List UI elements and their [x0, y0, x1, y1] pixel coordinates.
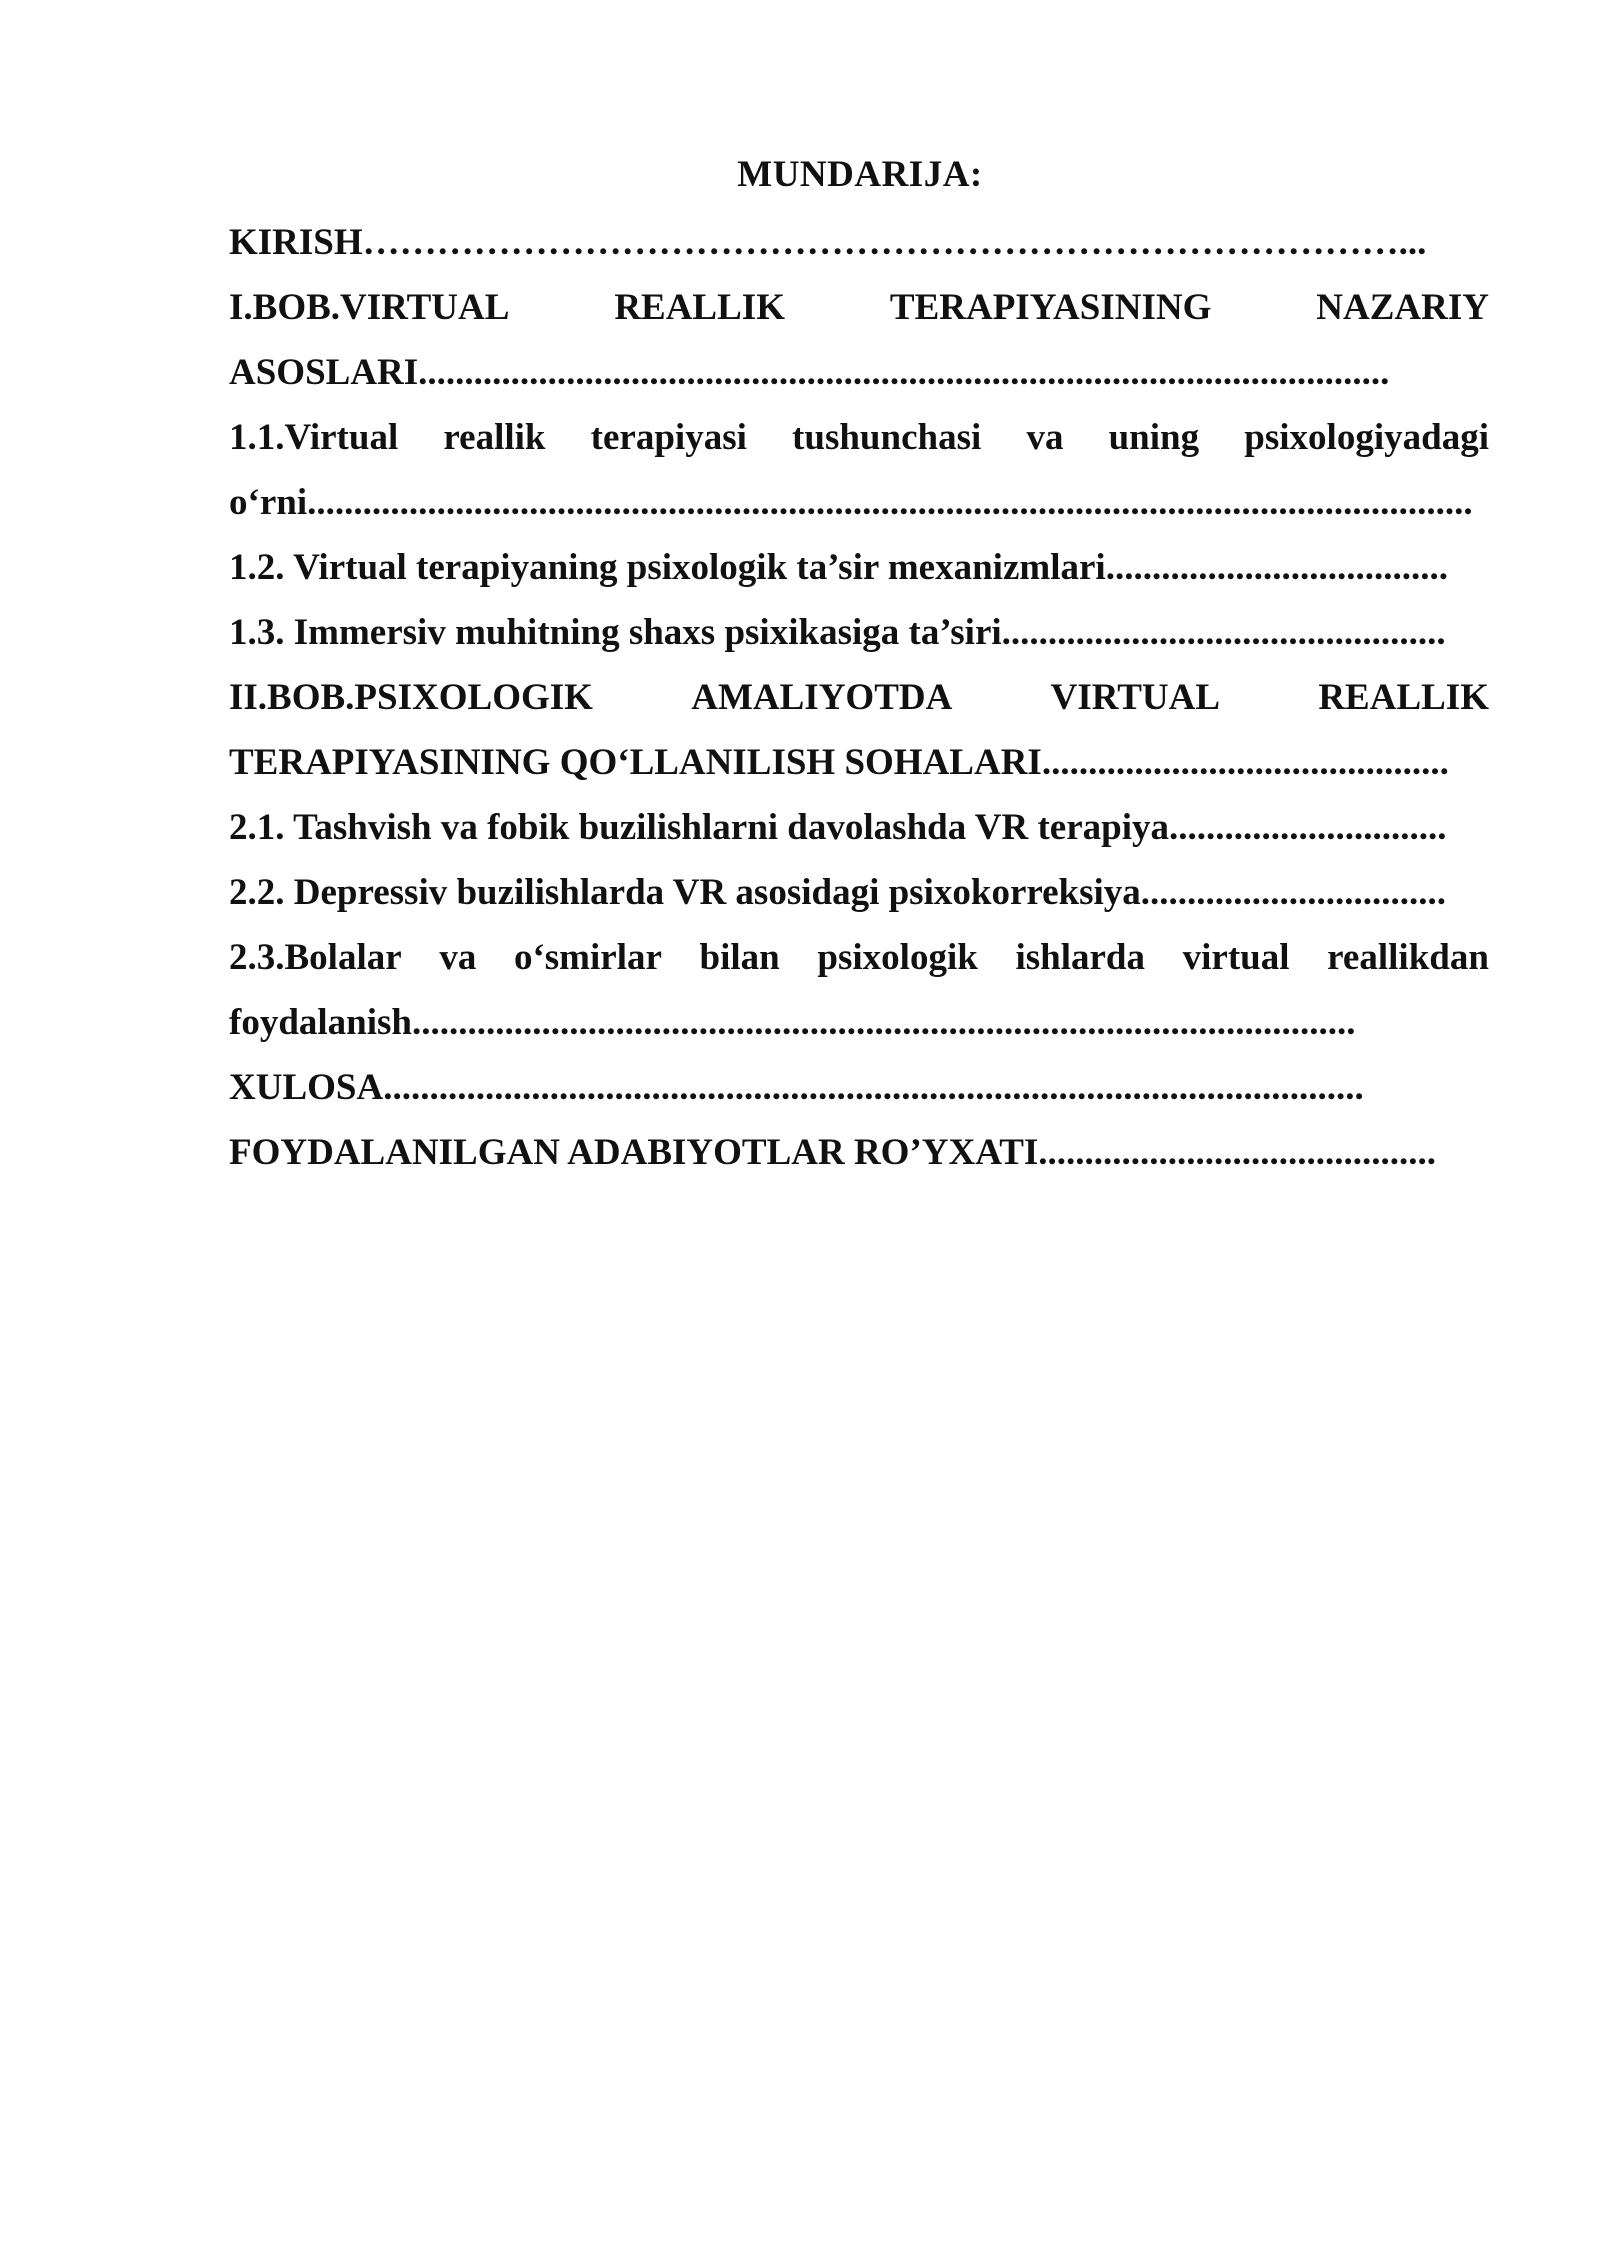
toc-entry-section-1-1-line-1 — [229, 405, 1489, 470]
toc-entry-kirish: KIRISH…………………………………………………………………………... — [229, 222, 1427, 263]
toc-entry-chapter-1-line-2: ASOSLARI......................................................................................................... — [229, 352, 1390, 393]
toc-word: reallikdan — [1327, 937, 1489, 978]
toc-entry-section-2-1: 2.1. Tashvish va fobik buzilishlarni davolashda VR terapiya.............................. — [229, 807, 1447, 848]
toc-word: AMALIYOTDA — [691, 677, 953, 718]
toc-entry-section-2-3-line-1 — [229, 925, 1489, 990]
toc-word: psixologiyadagi — [1244, 417, 1489, 458]
toc-word: virtual — [1182, 937, 1290, 978]
table-of-contents — [229, 210, 1489, 1185]
toc-word: 2.3.Bolalar — [229, 937, 402, 978]
toc-word: TERAPIYASINING — [889, 287, 1212, 328]
toc-word: va — [439, 937, 477, 978]
toc-word: NAZARIY — [1316, 287, 1489, 328]
toc-word: 1.1.Virtual — [229, 417, 399, 458]
toc-word: terapiyasi — [590, 417, 747, 458]
toc-entry-references: FOYDALANILGAN ADABIYOTLAR RO’YXATI........................................... — [229, 1132, 1437, 1173]
toc-entry-section-1-1-line-2: o‘rni.............................................................................................................................. — [229, 482, 1473, 523]
toc-word: va — [1026, 417, 1064, 458]
toc-entry-chapter-2-line-2: TERAPIYASINING QO‘LLANILISH SOHALARI............................................ — [229, 742, 1449, 783]
toc-entry-xulosa: XULOSA.......................................................................................................... — [229, 1067, 1364, 1108]
toc-word: uning — [1108, 417, 1200, 458]
toc-title: MUNDARIJA: — [737, 154, 983, 195]
toc-word: REALLIK — [614, 287, 785, 328]
toc-word: o‘smirlar — [513, 937, 662, 978]
toc-entry-chapter-2-line-1 — [229, 665, 1489, 730]
toc-word: tushunchasi — [792, 417, 982, 458]
toc-word: psixologik — [817, 937, 978, 978]
toc-entry-section-1-3: 1.3. Immersiv muhitning shaxs psixikasiga ta’siri................................................ — [229, 612, 1446, 653]
toc-word: bilan — [699, 937, 780, 978]
toc-entry-chapter-1-line-1 — [229, 275, 1489, 340]
toc-word: II.BOB.PSIXOLOGIK — [229, 677, 593, 718]
toc-entry-section-2-3-line-2: foydalanish...................................................................................................... — [229, 1002, 1356, 1043]
toc-word: REALLIK — [1318, 677, 1489, 718]
toc-word: VIRTUAL — [1050, 677, 1220, 718]
toc-word: I.BOB.VIRTUAL — [229, 287, 510, 328]
toc-entry-section-2-2: 2.2. Depressiv buzilishlarda VR asosidagi psixokorreksiya................................. — [229, 872, 1447, 913]
toc-word: reallik — [443, 417, 546, 458]
toc-word: ishlarda — [1015, 937, 1145, 978]
toc-entry-section-1-2: 1.2. Virtual terapiyaning psixologik ta’sir mexanizmlari..................................... — [229, 547, 1448, 588]
